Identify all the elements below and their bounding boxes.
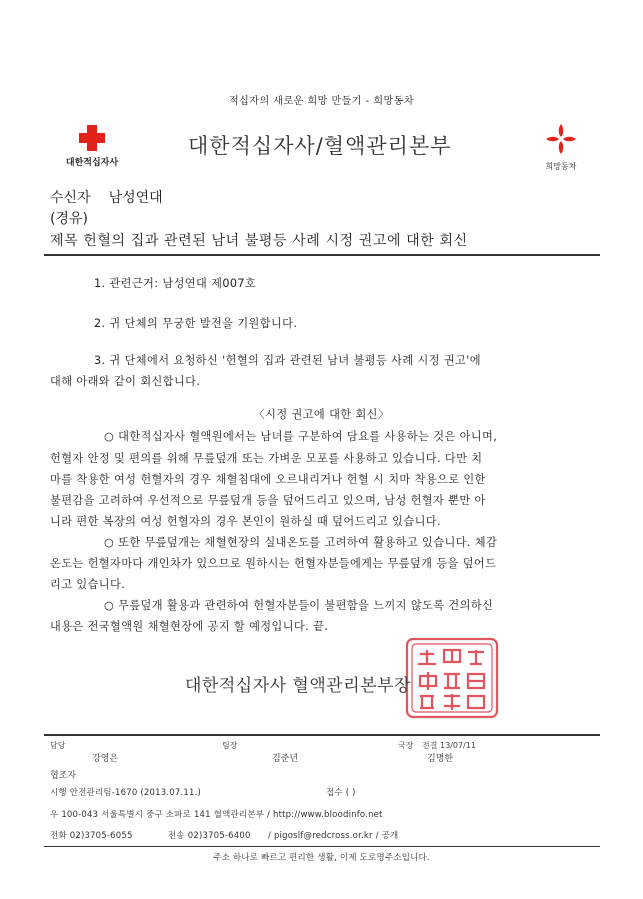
hope-logo bbox=[536, 122, 586, 172]
official-seal-stamp bbox=[404, 636, 500, 720]
paragraph-line: 니라 편한 복장의 여성 헌혈자의 경우 본인이 원하실 때 덮어드리고 있습니다. bbox=[50, 515, 441, 528]
logo-left-label: 대한적십자사 bbox=[65, 158, 119, 168]
paragraph-line: 마를 착용한 여성 헌혈자의 경우 채혈침대에 오르내리거나 헌혈 시 치마 착용으로 인한 bbox=[50, 473, 486, 486]
recipient-line bbox=[50, 187, 163, 207]
paragraph-line: ○ 또한 무릎덮개는 채혈현장의 실내온도를 고려하여 활용하고 있습니다. 체감 bbox=[104, 536, 498, 549]
cooperator-label: 협조자 bbox=[50, 771, 77, 781]
recipient-label: 수신자 bbox=[50, 190, 91, 206]
red-cross-logo bbox=[52, 125, 132, 168]
item-1: 1. 관련근거: 남성연대 제007호 bbox=[94, 277, 257, 290]
email-line: / pigoslf@redcross.or.kr / 공개 bbox=[268, 831, 399, 841]
paragraph-line: 헌혈자 안정 및 편의를 위해 무릎덮개 또는 가벼운 모포를 사용하고 있습니다. 다만 치 bbox=[50, 452, 483, 465]
red-cross-icon bbox=[79, 125, 105, 151]
phone-line: 전화 02)3705-6055 bbox=[50, 831, 133, 841]
enforcement-line: 시행 안전관리팀-1670 (2013.07.11.) bbox=[50, 788, 201, 798]
subject-divider bbox=[44, 254, 600, 256]
approval-divider bbox=[44, 734, 600, 736]
approval-role-1: 담당 bbox=[50, 741, 66, 750]
item-3-line-1: 3. 귀 단체에서 요청하신 '헌혈의 집과 관련된 남녀 불평등 사례 시정 권고'에 bbox=[94, 354, 481, 367]
paragraph-line: ○ 무릎덮개 활용과 관련하여 헌혈자분들이 불편함을 느끼지 않도록 건의하신 bbox=[104, 599, 494, 612]
address-line: 우 100-043 서울특별시 중구 소파로 141 혈액관리본부 / http://www.bloodinfo.net bbox=[50, 810, 383, 820]
approval-name-2: 김준년 bbox=[272, 754, 299, 764]
item-3-line-2: 대해 아래와 같이 회신합니다. bbox=[50, 375, 201, 388]
paragraph-line: ○ 대한적십자사 혈액원에서는 남녀를 구분하여 담요를 사용하는 것은 아니며, bbox=[104, 430, 498, 443]
org-title: 대한적십자사/혈액관리본부 bbox=[188, 134, 452, 158]
fax-line: 전송 02)3705-6400 bbox=[168, 831, 251, 841]
logo-right-label: 희망동차 bbox=[545, 162, 577, 171]
paragraph-line: 온도는 헌혈자마다 개인차가 있으므로 원하시는 헌혈자분들에게는 무릎덮개 등을 덮어드 bbox=[50, 557, 497, 570]
approval-decision: 전결 13/07/11 bbox=[422, 741, 476, 750]
road-address-notice: 주소 하나로 빠르고 편리한 생활, 이제 도로명주소입니다. bbox=[213, 853, 430, 863]
section-heading: 〈시정 권고에 대한 회신〉 bbox=[253, 408, 390, 421]
paragraph-line: 리고 있습니다. bbox=[50, 578, 126, 591]
subject-line: 제목 헌혈의 집과 관련된 남녀 불평등 사례 시정 권고에 대한 회신 bbox=[50, 233, 468, 249]
receipt-line: 접수 ( ) bbox=[326, 788, 356, 798]
approval-role-3: 국장 bbox=[398, 741, 414, 750]
via-line: (경유) bbox=[50, 211, 88, 227]
recipient-value: 남성연대 bbox=[108, 190, 163, 206]
paragraph-line: 내용은 전국혈액원 채혈현장에 공지 할 예정입니다. 끝. bbox=[50, 620, 329, 633]
paragraph-line: 불편감을 고려하여 우선적으로 무릎덮개 등을 덮어드리고 있으며, 남성 헌혈자 뿐만 아 bbox=[50, 494, 486, 507]
item-2: 2. 귀 단체의 무궁한 발전을 기원합니다. bbox=[94, 317, 298, 330]
approval-name-1: 강영은 bbox=[92, 754, 119, 764]
hope-cross-icon bbox=[544, 122, 578, 156]
slogan: 적십자의 새로운 희망 만들기 - 희망동차 bbox=[228, 96, 415, 107]
signoff: 대한적십자사 혈액관리본부장 bbox=[185, 676, 411, 696]
footer-divider bbox=[44, 846, 600, 847]
approval-name-3: 김명한 bbox=[427, 754, 454, 764]
approval-role-2: 팀장 bbox=[222, 741, 238, 750]
